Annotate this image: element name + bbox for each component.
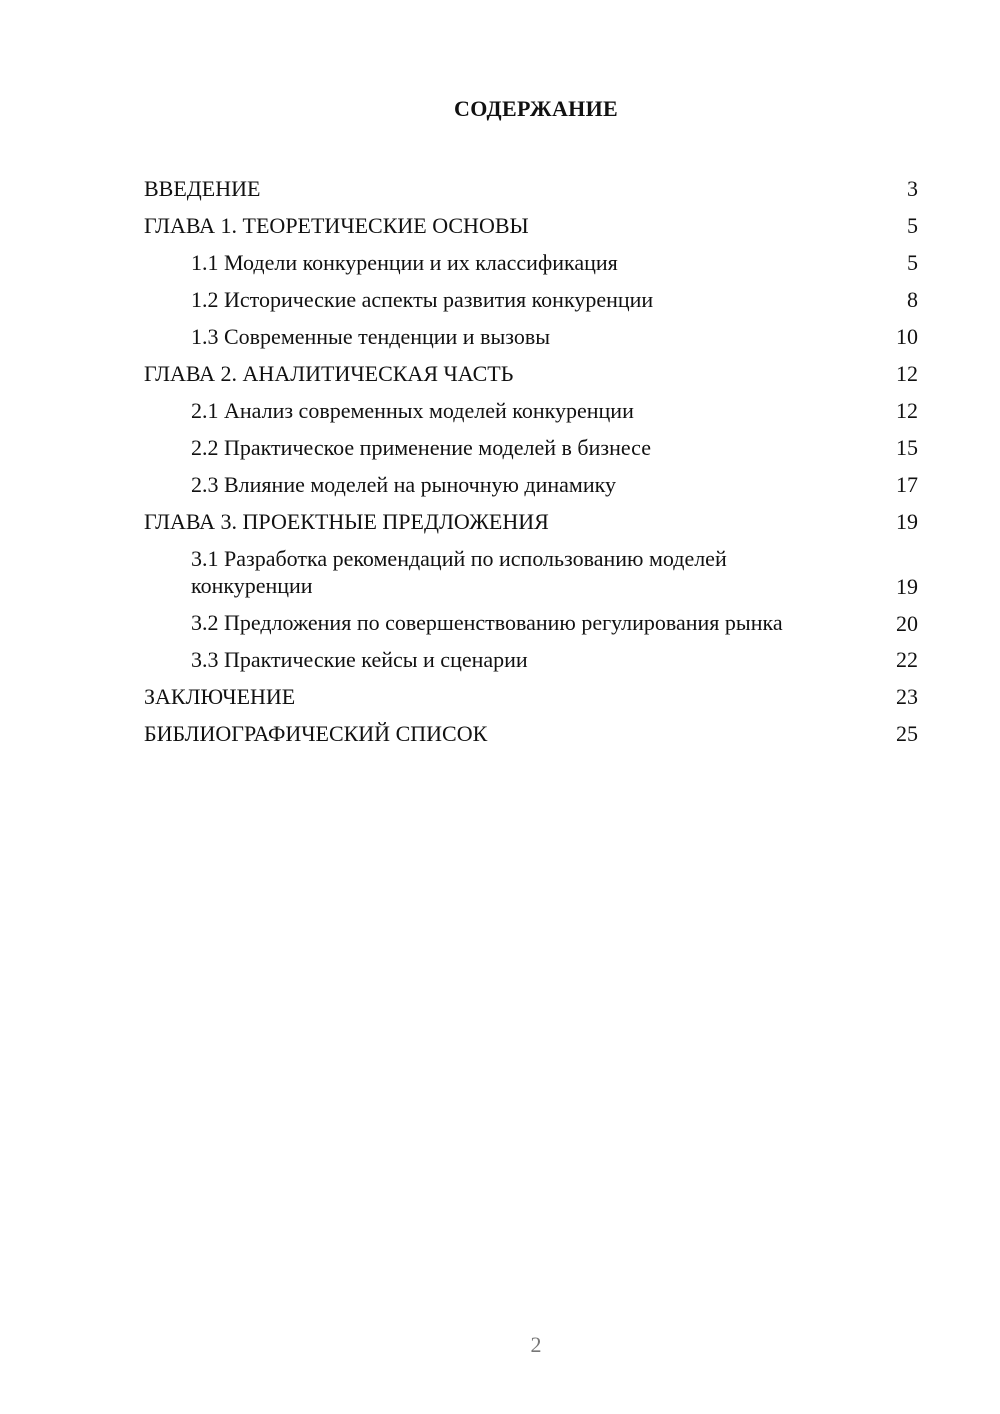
toc-entry-text: 2.2 Практическое применение моделей в бизнесе — [191, 435, 651, 460]
toc-entry-text: 2.1 Анализ современных моделей конкуренции — [191, 398, 634, 423]
toc-entry-text: 3.2 Предложения по совершенствованию регулирования рынка — [191, 610, 783, 635]
toc-entry-page: 19 — [896, 509, 918, 534]
toc-entry-chapter-2[interactable] — [144, 355, 918, 392]
toc-entry-section-3-3[interactable] — [144, 641, 918, 678]
toc-entry-page: 3 — [907, 176, 918, 201]
toc-entry-section-1-1[interactable] — [144, 244, 918, 281]
toc-entry-text: ГЛАВА 3. ПРОЕКТНЫЕ ПРЕДЛОЖЕНИЯ — [144, 509, 549, 534]
toc-entry-text: 3.3 Практические кейсы и сценарии — [191, 647, 528, 672]
toc-entry-section-2-1[interactable] — [144, 392, 918, 429]
toc-entry-chapter-1[interactable] — [144, 207, 918, 244]
toc-entry-text: ЗАКЛЮЧЕНИЕ — [144, 684, 296, 709]
toc-entry-section-2-3[interactable] — [144, 466, 918, 503]
toc-entry-page: 8 — [907, 287, 918, 312]
toc-entry-page: 22 — [896, 647, 918, 672]
toc-entry-introduction[interactable] — [144, 170, 918, 207]
toc-entry-conclusion[interactable] — [144, 678, 918, 715]
toc-entry-page: 19 — [896, 574, 918, 599]
toc-entry-text: 1.2 Исторические аспекты развития конкуренции — [191, 287, 654, 312]
toc-entry-chapter-3[interactable] — [144, 503, 918, 540]
toc-entry-section-1-3[interactable] — [144, 318, 918, 355]
toc-entry-text: 2.3 Влияние моделей на рыночную динамику — [191, 472, 616, 497]
toc-entry-page: 5 — [907, 213, 918, 238]
toc-entry-page: 10 — [896, 324, 918, 349]
toc-entry-section-2-2[interactable] — [144, 429, 918, 466]
toc-entry-page: 20 — [896, 611, 918, 636]
toc-entry-text: ГЛАВА 1. ТЕОРЕТИЧЕСКИЕ ОСНОВЫ — [144, 213, 529, 238]
toc-entry-page: 12 — [896, 361, 918, 386]
table-of-contents — [144, 170, 918, 752]
toc-entry-text: ВВЕДЕНИЕ — [144, 176, 261, 201]
toc-entry-section-3-1[interactable] — [144, 540, 918, 604]
toc-entry-page: 23 — [896, 684, 918, 709]
toc-entry-page: 15 — [896, 435, 918, 460]
toc-entry-bibliography[interactable] — [144, 715, 918, 752]
toc-entry-text: 1.1 Модели конкуренции и их классификация — [191, 250, 618, 275]
toc-entry-text: 3.1 Разработка рекомендаций по использованию моделей конкуренции — [191, 546, 727, 598]
toc-entry-page: 12 — [896, 398, 918, 423]
page-title: СОДЕРЖАНИЕ — [454, 96, 618, 121]
toc-entry-text: 1.3 Современные тенденции и вызовы — [191, 324, 550, 349]
toc-entry-section-1-2[interactable] — [144, 281, 918, 318]
toc-entry-text: БИБЛИОГРАФИЧЕСКИЙ СПИСОК — [144, 721, 488, 746]
toc-entry-section-3-2[interactable] — [144, 604, 918, 641]
toc-entry-text: ГЛАВА 2. АНАЛИТИЧЕСКАЯ ЧАСТЬ — [144, 361, 514, 386]
toc-entry-page: 25 — [896, 721, 918, 746]
page-number: 2 — [530, 1332, 542, 1357]
toc-entry-page: 5 — [907, 250, 918, 275]
toc-entry-page: 17 — [896, 472, 918, 497]
